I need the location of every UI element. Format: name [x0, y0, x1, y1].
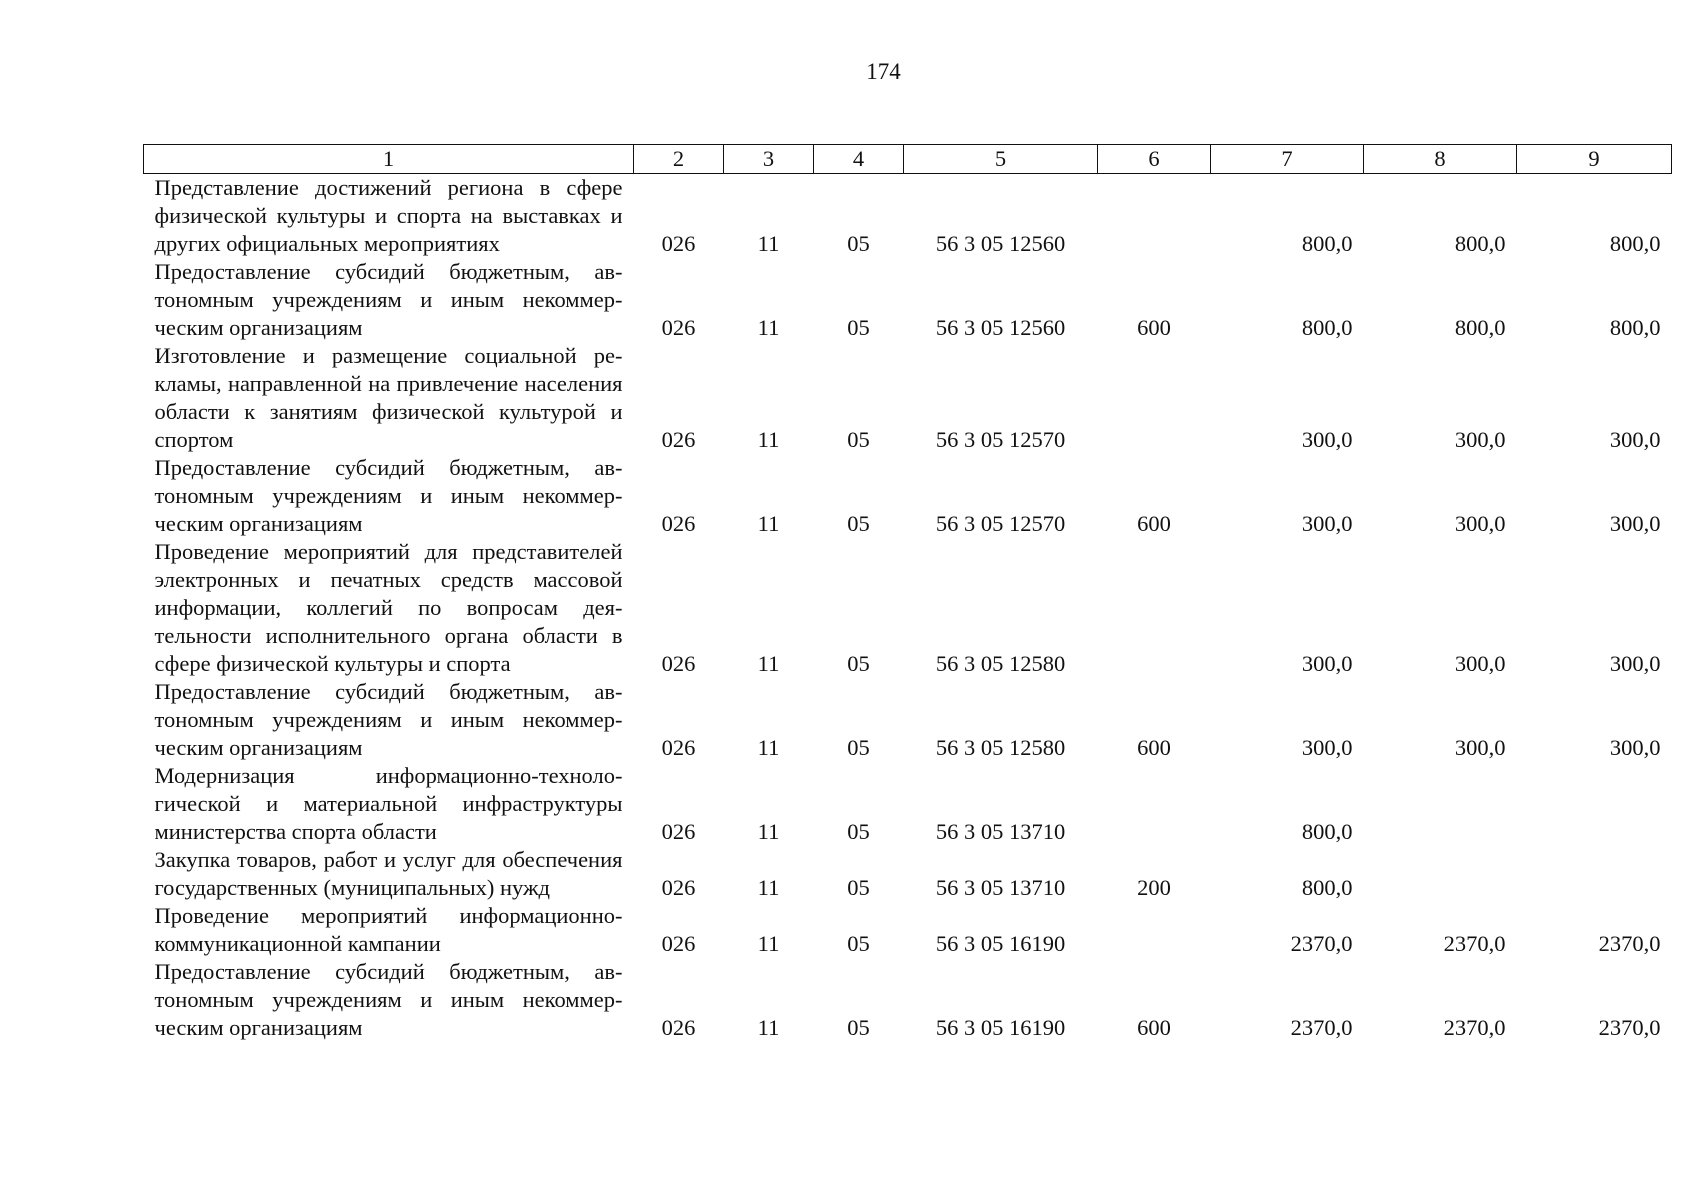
- row-amount-7: 300,0: [1301, 511, 1353, 536]
- row-name: Изготовление и размещение социальной рекламы, направленной на привлечение населения области к занятиям физической культурой и спортом: [154, 343, 623, 452]
- row-amount-7: 300,0: [1301, 651, 1353, 676]
- row-amount-9: 800,0: [1609, 315, 1661, 340]
- row-section: 11: [757, 875, 780, 900]
- row-amount-7: 800,0: [1301, 315, 1353, 340]
- row-amount-8: 300,0: [1454, 511, 1506, 536]
- row-subsection: 05: [847, 819, 870, 844]
- table-row: [144, 454, 1672, 538]
- row-expense-type: 200: [1137, 875, 1171, 900]
- table-header: [144, 145, 1672, 174]
- row-subsection: 05: [847, 651, 870, 676]
- table-row: [144, 538, 1672, 678]
- row-amount-9: 300,0: [1609, 735, 1661, 760]
- table-row: [144, 342, 1672, 454]
- header-cell-3: 3: [724, 145, 814, 174]
- row-target-article: 56 3 05 16190: [935, 931, 1066, 956]
- row-amount-8: [1364, 762, 1517, 846]
- row-name: Предоставление субсидий бюджетным, автономным учреждениям и иным некоммерческим организациям: [154, 259, 623, 340]
- row-expense-type: 600: [1137, 315, 1171, 340]
- table-row: [144, 846, 1672, 902]
- row-subsection: 05: [847, 315, 870, 340]
- row-ministry: 026: [661, 651, 696, 676]
- row-target-article: 56 3 05 12580: [935, 651, 1066, 676]
- row-ministry: 026: [661, 231, 696, 256]
- row-ministry: 026: [661, 735, 696, 760]
- row-ministry: 026: [661, 511, 696, 536]
- row-section: 11: [757, 427, 780, 452]
- row-amount-7: 300,0: [1301, 735, 1353, 760]
- row-amount-9: 300,0: [1609, 651, 1661, 676]
- row-expense-type: [1098, 538, 1211, 678]
- row-amount-9: 300,0: [1609, 427, 1661, 452]
- row-ministry: 026: [661, 875, 696, 900]
- header-cell-2: 2: [634, 145, 724, 174]
- row-subsection: 05: [847, 735, 870, 760]
- row-target-article: 56 3 05 12560: [935, 315, 1066, 340]
- table-row: [144, 762, 1672, 846]
- row-amount-9: 2370,0: [1598, 1015, 1661, 1040]
- row-name: Модернизация информационно-технологической и материальной инфраструктуры министерства спорта области: [154, 763, 623, 844]
- row-name: Закупка товаров, работ и услуг для обеспечения государственных (муниципальных) нужд: [154, 847, 623, 900]
- row-ministry: 026: [661, 315, 696, 340]
- table-body: [144, 174, 1672, 1043]
- row-expense-type: 600: [1137, 511, 1171, 536]
- row-expense-type: [1098, 174, 1211, 259]
- row-section: 11: [757, 511, 780, 536]
- row-target-article: 56 3 05 13710: [935, 819, 1066, 844]
- row-section: 11: [757, 315, 780, 340]
- row-name: Проведение мероприятий для представителей электронных и печатных средств массовой информации, коллегий по вопросам деятельности исполнительного органа области в сфере физической культуры и спорта: [154, 539, 623, 676]
- row-amount-9: [1517, 846, 1672, 902]
- header-cell-9: 9: [1517, 145, 1672, 174]
- row-subsection: 05: [847, 231, 870, 256]
- row-expense-type: 600: [1137, 735, 1171, 760]
- row-amount-8: 300,0: [1454, 427, 1506, 452]
- row-expense-type: [1098, 342, 1211, 454]
- row-amount-8: 300,0: [1454, 735, 1506, 760]
- row-target-article: 56 3 05 13710: [935, 875, 1066, 900]
- row-amount-9: [1517, 762, 1672, 846]
- row-amount-7: 800,0: [1301, 875, 1353, 900]
- row-subsection: 05: [847, 875, 870, 900]
- header-cell-1: 1: [144, 145, 634, 174]
- row-amount-8: 800,0: [1454, 315, 1506, 340]
- row-section: 11: [757, 931, 780, 956]
- row-amount-8: 800,0: [1454, 231, 1506, 256]
- row-amount-7: 2370,0: [1290, 931, 1353, 956]
- budget-table: [143, 144, 1672, 1042]
- header-cell-6: 6: [1098, 145, 1211, 174]
- row-target-article: 56 3 05 12580: [935, 735, 1066, 760]
- row-expense-type: [1098, 902, 1211, 958]
- table-row: [144, 902, 1672, 958]
- row-target-article: 56 3 05 16190: [935, 1015, 1066, 1040]
- header-cell-8: 8: [1364, 145, 1517, 174]
- row-target-article: 56 3 05 12570: [935, 427, 1066, 452]
- row-section: 11: [757, 651, 780, 676]
- row-subsection: 05: [847, 931, 870, 956]
- header-cell-4: 4: [814, 145, 904, 174]
- row-section: 11: [757, 819, 780, 844]
- table-row: [144, 958, 1672, 1042]
- row-amount-8: 2370,0: [1443, 1015, 1506, 1040]
- row-amount-9: 2370,0: [1598, 931, 1661, 956]
- row-ministry: 026: [661, 427, 696, 452]
- table-row: [144, 174, 1672, 259]
- row-amount-7: 800,0: [1301, 231, 1353, 256]
- row-name: Предоставление субсидий бюджетным, автономным учреждениям и иным некоммерческим организациям: [154, 679, 623, 760]
- row-ministry: 026: [661, 931, 696, 956]
- header-row: [144, 145, 1672, 174]
- row-name: Представление достижений региона в сфере физической культуры и спорта на выставках и других официальных мероприятиях: [154, 175, 623, 256]
- row-amount-7: 800,0: [1301, 819, 1353, 844]
- row-amount-7: 2370,0: [1290, 1015, 1353, 1040]
- row-name: Предоставление субсидий бюджетным, автономным учреждениям и иным некоммерческим организациям: [154, 959, 623, 1040]
- row-amount-7: 300,0: [1301, 427, 1353, 452]
- row-expense-type: [1098, 762, 1211, 846]
- row-subsection: 05: [847, 427, 870, 452]
- row-section: 11: [757, 735, 780, 760]
- row-target-article: 56 3 05 12560: [935, 231, 1066, 256]
- row-expense-type: 600: [1137, 1015, 1171, 1040]
- row-target-article: 56 3 05 12570: [935, 511, 1066, 536]
- table-row: [144, 678, 1672, 762]
- row-subsection: 05: [847, 511, 870, 536]
- header-cell-5: 5: [904, 145, 1098, 174]
- row-ministry: 026: [661, 1015, 696, 1040]
- row-amount-8: 2370,0: [1443, 931, 1506, 956]
- row-amount-9: 300,0: [1609, 511, 1661, 536]
- header-cell-7: 7: [1211, 145, 1364, 174]
- row-section: 11: [757, 1015, 780, 1040]
- row-amount-8: [1364, 846, 1517, 902]
- row-amount-8: 300,0: [1454, 651, 1506, 676]
- page-number: 174: [866, 59, 901, 84]
- row-amount-9: 800,0: [1609, 231, 1661, 256]
- row-section: 11: [757, 231, 780, 256]
- table-row: [144, 258, 1672, 342]
- row-name: Предоставление субсидий бюджетным, автономным учреждениям и иным некоммерческим организациям: [154, 455, 623, 536]
- row-name: Проведение мероприятий информационно-коммуникационной кампании: [154, 903, 623, 956]
- row-subsection: 05: [847, 1015, 870, 1040]
- row-ministry: 026: [661, 819, 696, 844]
